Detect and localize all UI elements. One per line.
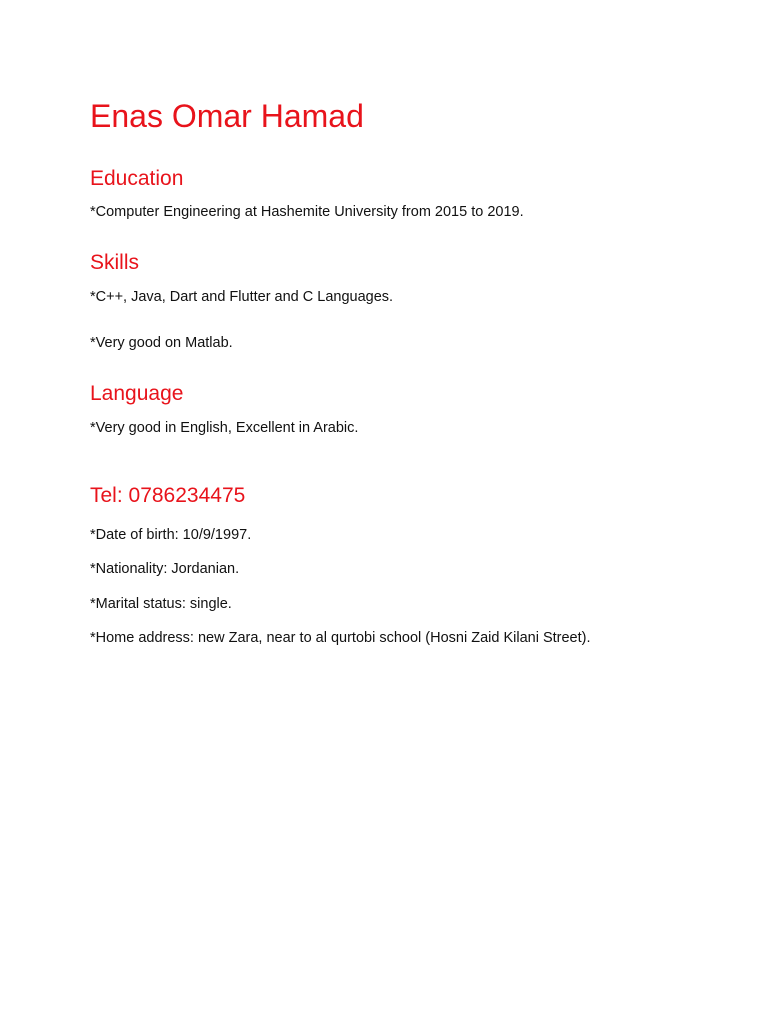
date-of-birth: *Date of birth: 10/9/1997. <box>90 527 252 543</box>
skills-heading: Skills <box>90 251 140 274</box>
language-item: *Very good in English, Excellent in Arabic. <box>90 420 359 436</box>
language-heading: Language <box>90 382 184 405</box>
education-heading: Education <box>90 167 184 190</box>
skills-item: *Very good on Matlab. <box>90 335 233 351</box>
marital-status: *Marital status: single. <box>90 596 232 612</box>
education-item: *Computer Engineering at Hashemite University from 2015 to 2019. <box>90 204 524 220</box>
nationality: *Nationality: Jordanian. <box>90 561 240 577</box>
home-address: *Home address: new Zara, near to al qurtobi school (Hosni Zaid Kilani Street). <box>90 630 591 646</box>
skills-item: *C++, Java, Dart and Flutter and C Languages. <box>90 289 394 305</box>
candidate-name: Enas Omar Hamad <box>90 98 364 134</box>
telephone-heading: Tel: 0786234475 <box>90 484 246 507</box>
